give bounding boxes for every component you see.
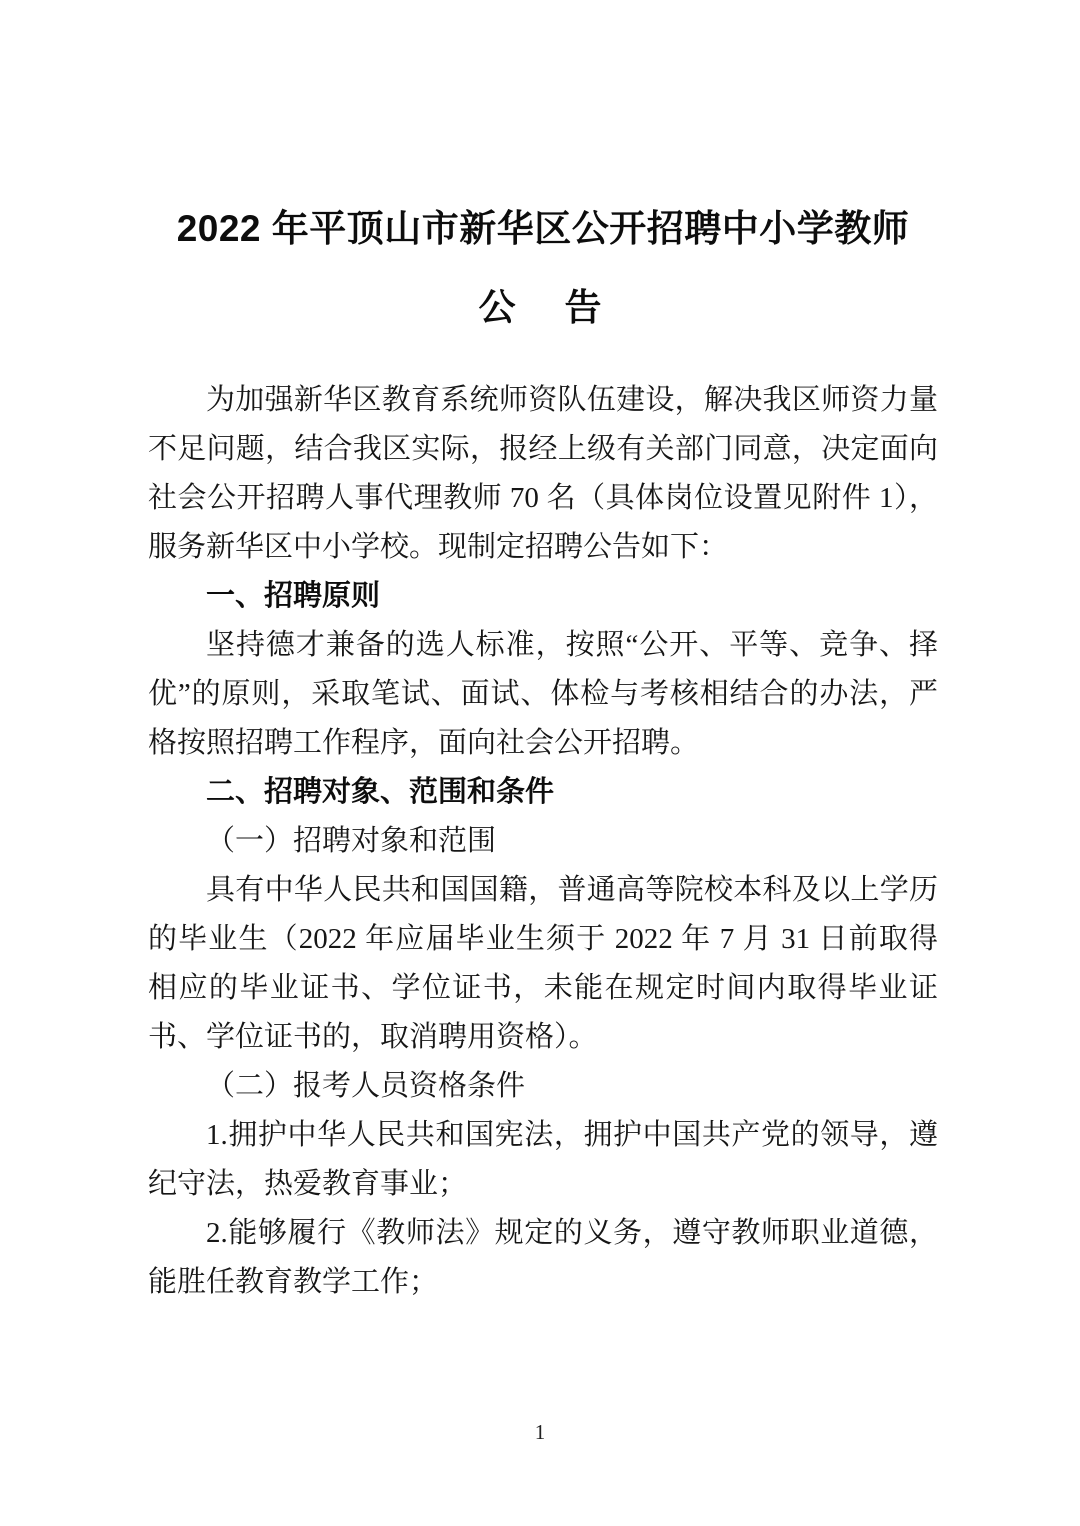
sub-heading-scope: （一）招聘对象和范围 — [206, 825, 497, 857]
document-title: 2022 年平顶山市新华区公开招聘中小学教师 — [176, 208, 910, 249]
section-heading-1: 一、招聘原则 — [206, 580, 381, 612]
section-heading-2: 二、招聘对象、范围和条件 — [206, 776, 555, 808]
paragraph-scope: 具有中华人民共和国国籍，普通高等院校本科及以上学历的毕业生（2022 年应届毕业生须于 2022 年 7 月 31 日前取得相应的毕业证书、学位证书，未能在规定时间内取得毕业证书、学位证书的，取消聘用资格）。 — [148, 874, 938, 1053]
document-body — [148, 376, 938, 1307]
page-number: 1 — [534, 1420, 546, 1444]
paragraph-qualification-2: 2.能够履行《教师法》规定的义务，遵守教师职业道德，能胜任教育教学工作； — [148, 1217, 938, 1298]
sub-heading-qualifications: （二）报考人员资格条件 — [206, 1070, 526, 1102]
paragraph-qualification-1: 1.拥护中华人民共和国宪法，拥护中国共产党的领导，遵纪守法，热爱教育事业； — [148, 1119, 938, 1200]
paragraph-intro: 为加强新华区教育系统师资队伍建设，解决我区师资力量不足问题，结合我区实际，报经上级有关部门同意，决定面向社会公开招聘人事代理教师 70 名（具体岗位设置见附件 1），服务新华区中小学校。现制定招聘公告如下： — [148, 384, 938, 563]
paragraph-principles: 坚持德才兼备的选人标准，按照“公开、平等、竞争、择优”的原则，采取笔试、面试、体检与考核相结合的办法，严格按照招聘工作程序，面向社会公开招聘。 — [148, 629, 938, 759]
document-content — [148, 206, 938, 1307]
document-subtitle: 公 告 — [478, 287, 608, 328]
